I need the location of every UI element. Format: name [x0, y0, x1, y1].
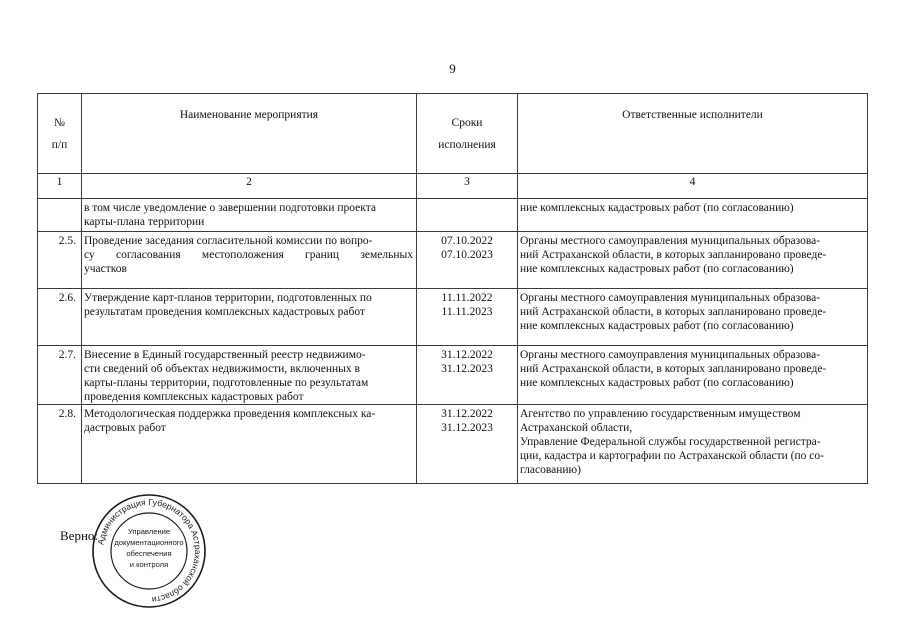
table-header-row — [38, 94, 868, 174]
row-dates: 31.12.2022 31.12.2023 — [417, 346, 518, 405]
page-number: 9 — [449, 61, 456, 76]
table-row — [38, 346, 868, 405]
row-name: Методологическая поддержка проведения комплексных ка- дастровых работ — [82, 405, 417, 484]
row-num: 2.5. — [38, 232, 82, 289]
row-num: 2.7. — [38, 346, 82, 405]
row-num — [38, 199, 82, 232]
row-name: в том числе уведомление о завершении подготовки проекта карты-плана территории — [82, 199, 417, 232]
table-row — [38, 289, 868, 346]
row-name: Утверждение карт-планов территории, подготовленных по результатам проведения комплексных кадастровых работ — [82, 289, 417, 346]
stamp-center-line: и контроля — [129, 560, 169, 569]
index-cell: 4 — [518, 174, 868, 199]
header-name: Наименование мероприятия — [82, 94, 417, 174]
index-cell: 2 — [82, 174, 417, 199]
stamp-center-line: обеспечения — [126, 549, 172, 558]
stamp-ring-text: Администрация Губернатора Астраханской области — [95, 496, 204, 605]
row-dates: 11.11.2022 11.11.2023 — [417, 289, 518, 346]
header-num: № п/п — [38, 94, 82, 174]
row-responsible: Органы местного самоуправления муниципальных образова- ний Астраханской области, в которых запланировано проведе- ние комплексных кадастровых работ (по согласованию) — [518, 232, 868, 289]
index-cell: 3 — [417, 174, 518, 199]
row-dates: 07.10.2022 07.10.2023 — [417, 232, 518, 289]
header-responsible: Ответственные исполнители — [518, 94, 868, 174]
table-row — [38, 405, 868, 484]
row-name: Внесение в Единый государственный реестр недвижимо- сти сведений об объектах недвижимости, включенных в карты-планы территории, подготовленные по результатам проведения комплексных кадастровых работ — [82, 346, 417, 405]
row-name: Проведение заседания согласительной комиссии по вопро- су согласования местоположения границ земельных участков — [82, 232, 417, 289]
index-cell: 1 — [38, 174, 82, 199]
row-dates — [417, 199, 518, 232]
table-index-row — [38, 174, 868, 199]
stamp-center-line: документационного — [114, 538, 184, 547]
row-dates: 31.12.2022 31.12.2023 — [417, 405, 518, 484]
row-num: 2.8. — [38, 405, 82, 484]
row-responsible: ние комплексных кадастровых работ (по согласованию) — [518, 199, 868, 232]
table-row-continuation — [38, 199, 868, 232]
row-responsible: Агентство по управлению государственным имуществом Астраханской области, Управление Федеральной службы государственной регистра- ции, кадастра и картографии по Астраханской области (по со- гласованию) — [518, 405, 868, 484]
row-responsible: Органы местного самоуправления муниципальных образова- ний Астраханской области, в которых запланировано проведе- ние комплексных кадастровых работ (по согласованию) — [518, 346, 868, 405]
verno-label: Верно: — [60, 528, 99, 543]
header-dates: Сроки исполнения — [417, 94, 518, 174]
row-responsible: Органы местного самоуправления муниципальных образова- ний Астраханской области, в которых запланировано проведе- ние комплексных кадастровых работ (по согласованию) — [518, 289, 868, 346]
table-row — [38, 232, 868, 289]
stamp-center-line: Управление — [127, 527, 171, 536]
official-stamp — [90, 492, 208, 610]
row-num: 2.6. — [38, 289, 82, 346]
activities-table — [37, 93, 868, 484]
